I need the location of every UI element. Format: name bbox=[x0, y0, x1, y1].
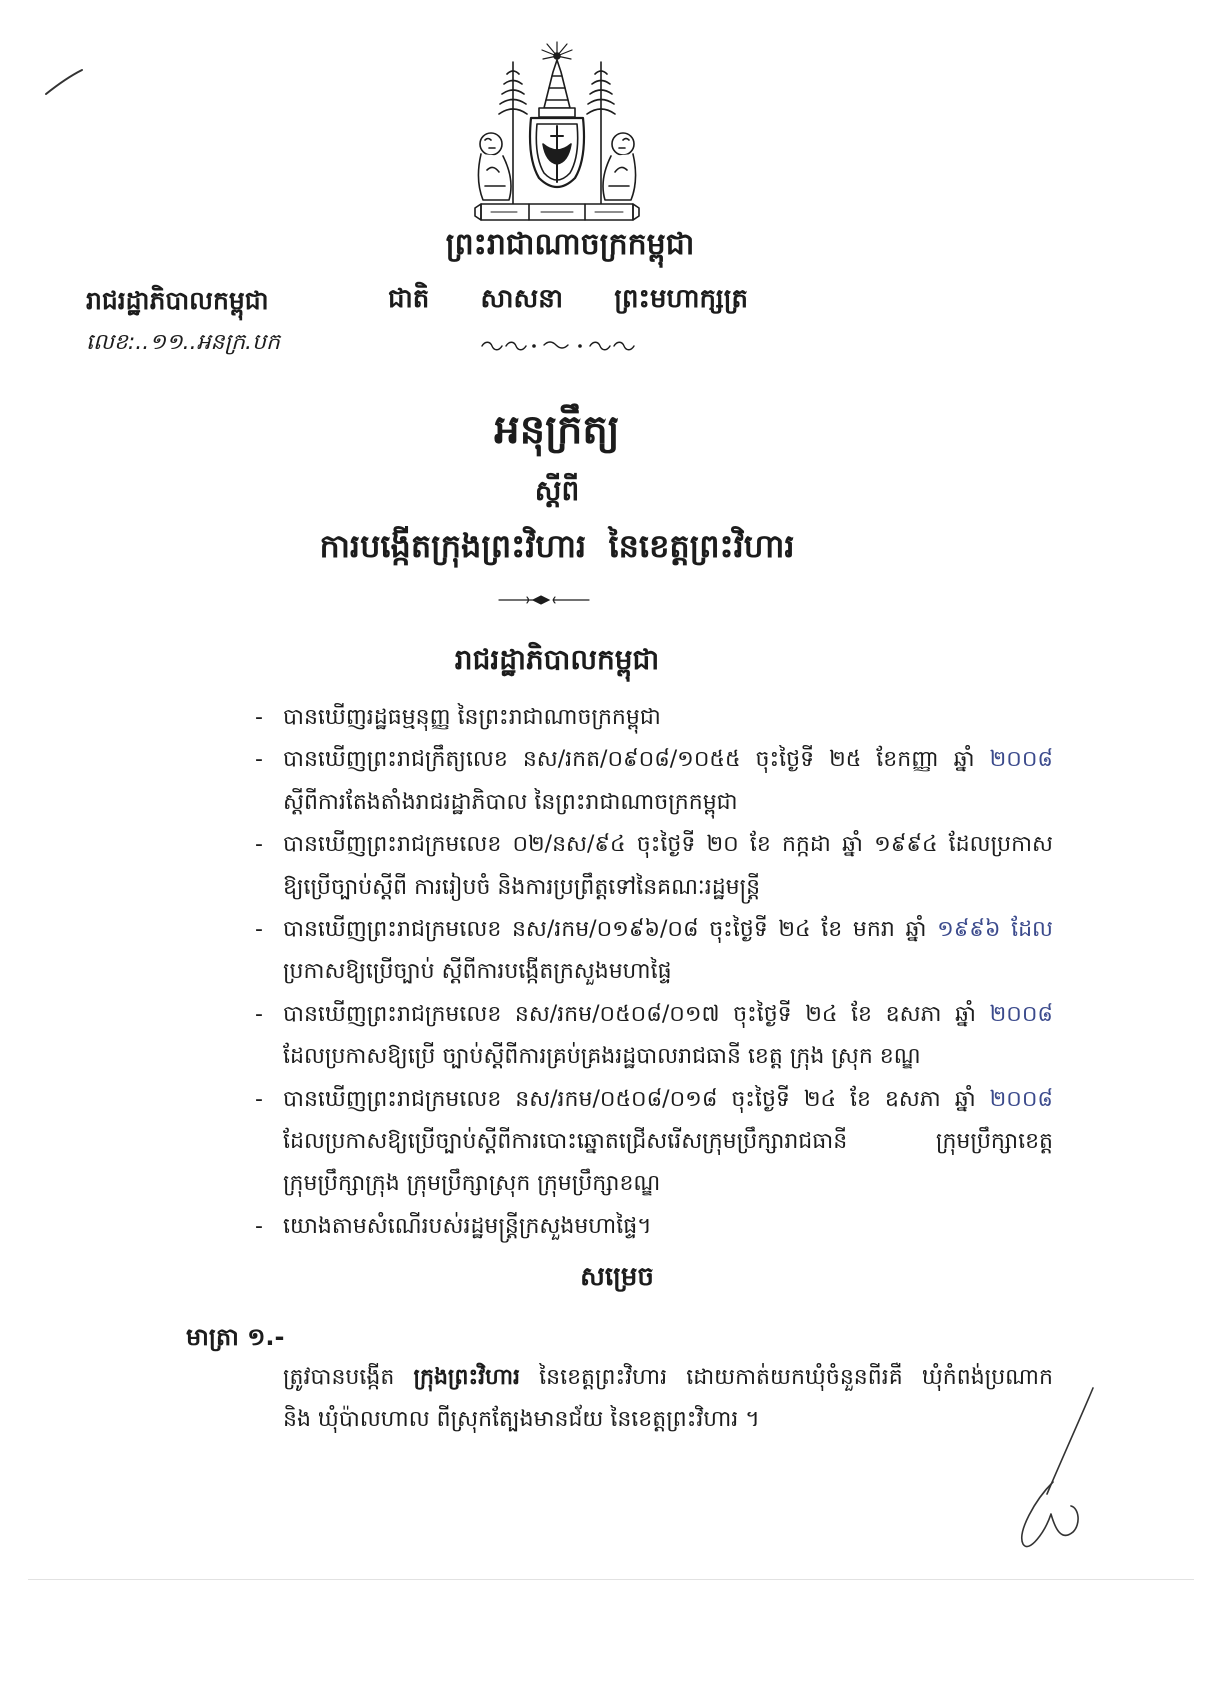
text-run: ប្រកាសឱ្យប្រើច្បាប់ ស្តីពីការបង្កើតក្រសួងមហាផ្ទៃ bbox=[283, 959, 672, 985]
list-item-line bbox=[283, 1206, 1053, 1248]
motto-nation: ជាតិ bbox=[388, 284, 430, 314]
text-run: បានឃើញព្រះរាជក្រមលេខ ០២/នស/៩៤ ចុះថ្ងៃទី ២០ ខែ កក្កដា ឆ្នាំ ១៩៩៤ ដែលប្រកាស bbox=[283, 832, 1053, 858]
list-item bbox=[253, 824, 1063, 909]
article-label: មាត្រា ១.- bbox=[186, 1323, 285, 1351]
text-run: ស្តីពីការតែងតាំងរាជរដ្ឋាភិបាល នៃព្រះរាជាណាចក្រកម្ពុជា bbox=[283, 789, 738, 815]
motto-king: ព្រះមហាក្សត្រ bbox=[614, 284, 748, 314]
kingdom-title: ព្រះរាជាណាចក្រកម្ពុជា bbox=[445, 227, 695, 262]
list-item bbox=[253, 994, 1063, 1079]
list-item bbox=[253, 1206, 1063, 1248]
list-item-line bbox=[283, 697, 1053, 739]
year-text: ១៩៩៦ ដែល bbox=[937, 916, 1053, 942]
title-about: ស្តីពី bbox=[534, 474, 580, 507]
list-item-line bbox=[283, 867, 1053, 909]
bullet-dash: - bbox=[255, 916, 263, 942]
text-run: បានឃើញរដ្ឋធម្មនុញ្ញ នៃព្រះរាជាណាចក្រកម្ពុជា bbox=[283, 705, 661, 730]
text-run: បានឃើញព្រះរាជក្រមលេខ នស/រកម/០៥០៨/០១៨ ចុះថ្ងៃទី ២៤ ខែ ឧសភា ឆ្នាំ bbox=[283, 1086, 990, 1112]
document-type-title: អនុក្រឹត្យ bbox=[494, 407, 620, 453]
article-line bbox=[283, 1357, 1053, 1399]
year-text: ២០០៨ bbox=[989, 1001, 1053, 1027]
issuing-authority: រាជរដ្ឋាភិបាលកម្ពុជា bbox=[86, 286, 269, 315]
bullet-dash: - bbox=[255, 1086, 263, 1112]
page-bottom-rule bbox=[28, 1579, 1194, 1580]
list-item-line bbox=[283, 951, 1053, 993]
preamble-list bbox=[253, 697, 1063, 1248]
text-run: ដែលប្រកាសឱ្យប្រើ ច្បាប់ស្តីពីការគ្រប់គ្រងរដ្ឋបាលរាជធានី ខេត្ត ក្រុង ស្រុក ខណ្ឌ bbox=[283, 1044, 921, 1070]
text-run: និង ឃុំប៉ាលហាល ពីស្រុកត្បែងមានជ័យ នៃខេត្តព្រះវិហារ ។ bbox=[283, 1407, 760, 1433]
list-item-line bbox=[283, 909, 1053, 951]
flourish-divider bbox=[497, 592, 591, 608]
document-subject: ការបង្កើតក្រុងព្រះវិហារ នៃខេត្តព្រះវិហារ bbox=[319, 527, 795, 565]
text-run: បានឃើញព្រះរាជក្រមលេខ នស/រកម/០៥០៨/០១៧ ចុះថ្ងៃទី ២៤ ខែ ឧសភា ឆ្នាំ bbox=[283, 1001, 990, 1027]
list-item bbox=[253, 909, 1063, 994]
document-number: លេខ:..១១..អនក្រ.បក bbox=[86, 330, 280, 355]
year-text: ២០០៨ bbox=[989, 1086, 1053, 1112]
bullet-dash: - bbox=[255, 705, 263, 730]
bullet-dash: - bbox=[255, 747, 263, 773]
list-item bbox=[253, 697, 1063, 739]
article-body bbox=[283, 1357, 1063, 1442]
text-run: បានឃើញព្រះរាជក្រឹត្យលេខ នស/រកត/០៩០៨/១០៥៥ ចុះថ្ងៃទី ២៥ ខែកញ្ញា ឆ្នាំ bbox=[283, 747, 990, 773]
coat-of-arms-icon bbox=[467, 40, 647, 222]
bullet-dash: - bbox=[255, 1001, 263, 1027]
list-item-line bbox=[283, 994, 1053, 1036]
text-run: បានឃើញព្រះរាជក្រមលេខ នស/រកម/០១៩៦/០៨ ចុះថ្ងៃទី ២៤ ខែ មករា ឆ្នាំ bbox=[283, 916, 938, 942]
list-item bbox=[253, 1079, 1063, 1206]
emphasized-term: ក្រុងព្រះវិហារ bbox=[413, 1365, 520, 1390]
list-item-line bbox=[283, 739, 1053, 781]
khmer-ornament bbox=[478, 336, 638, 354]
list-item-line bbox=[283, 1036, 1053, 1078]
pen-mark bbox=[42, 64, 86, 98]
list-item bbox=[253, 739, 1063, 824]
text-run: ដែលប្រកាសឱ្យប្រើច្បាប់ស្តីពីការបោះឆ្នោតជ្រើសរើសក្រុមប្រឹក្សារាជធានី ក្រុមប្រឹក្សាខេត្ត bbox=[283, 1128, 1053, 1154]
bullet-dash: - bbox=[255, 1213, 263, 1239]
list-item-line bbox=[283, 1163, 1053, 1205]
bullet-dash: - bbox=[255, 832, 263, 858]
decision-heading: សម្រេច bbox=[580, 1262, 654, 1292]
preamble-heading: រាជរដ្ឋាភិបាលកម្ពុជា bbox=[454, 643, 660, 676]
list-item-line bbox=[283, 782, 1053, 824]
text-run: នៃខេត្តព្រះវិហារ ដោយកាត់យកឃុំចំនួនពីរគឺ ឃុំកំពង់ប្រណាក bbox=[520, 1365, 1053, 1390]
motto-religion: សាសនា bbox=[480, 284, 564, 314]
list-item-line bbox=[283, 1079, 1053, 1121]
text-run: ឱ្យប្រើច្បាប់ស្តីពី ការរៀបចំ និងការប្រព្រឹត្តទៅនៃគណៈរដ្ឋមន្ត្រី bbox=[283, 874, 761, 900]
list-item-line bbox=[283, 824, 1053, 866]
article-line bbox=[283, 1399, 1053, 1441]
national-motto bbox=[388, 280, 748, 318]
signature-mark bbox=[995, 1382, 1105, 1552]
text-run: យោងតាមសំណើរបស់រដ្ឋមន្ត្រីក្រសួងមហាផ្ទៃ។ bbox=[283, 1213, 652, 1239]
year-text: ២០០៨ bbox=[989, 747, 1053, 773]
text-run: ត្រូវបានបង្កើត bbox=[283, 1365, 414, 1390]
text-run: ក្រុមប្រឹក្សាក្រុង ក្រុមប្រឹក្សាស្រុក ក្រុមប្រឹក្សាខណ្ឌ bbox=[283, 1171, 661, 1197]
list-item-line bbox=[283, 1121, 1053, 1163]
